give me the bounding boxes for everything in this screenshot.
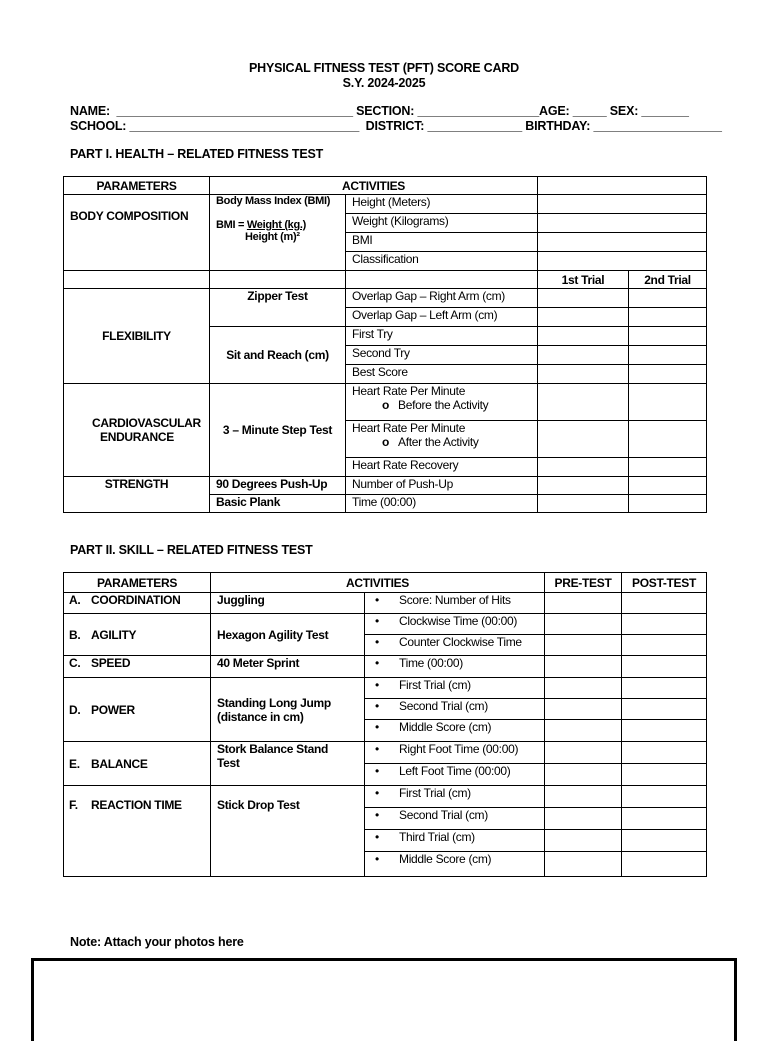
trial-header-blank2 [210,271,346,289]
entry-best-score-2[interactable] [629,365,707,384]
letter-c: C. [69,656,81,670]
entry-sprint-pre[interactable] [545,656,622,678]
item-power-first: • First Trial (cm) [365,678,545,699]
entry-power-second-post[interactable] [622,699,707,720]
entry-overlap-left-1[interactable] [538,308,629,327]
bmi-test-name: Body Mass Index (BMI) [216,195,331,207]
item-power-middle: • Middle Score (cm) [365,720,545,742]
page-title: PHYSICAL FITNESS TEST (PFT) SCORE CARD [249,61,519,75]
item-left-foot: • Left Foot Time (00:00) [365,764,545,786]
entry-plank-1[interactable] [538,495,629,513]
entry-hr-after-1[interactable] [538,421,629,458]
param-coordination [64,593,211,614]
entry-first-try-1[interactable] [538,327,629,346]
item-sprint-time: • Time (00:00) [365,656,545,678]
header-trial1: 1st Trial [538,271,629,289]
item-right-foot: • Right Foot Time (00:00) [365,742,545,764]
param-reaction-time [64,786,211,877]
hr-after-sub [352,435,537,449]
entry-height[interactable] [538,195,707,214]
param-agility [64,614,211,656]
part2-title: PART II. SKILL – RELATED FITNESS TEST [70,543,313,557]
entry-juggling-pre[interactable] [545,593,622,614]
item-overlap-right: Overlap Gap – Right Arm (cm) [346,289,538,308]
header-blank [538,177,707,195]
item-clockwise: • Clockwise Time (00:00) [365,614,545,635]
param-speed-label: SPEED [91,656,131,670]
p2-header-pretest: PRE-TEST [545,573,622,593]
item-reaction-second: • Second Trial (cm) [365,808,545,830]
p2-header-activities: ACTIVITIES [211,573,545,593]
entry-counter-clockwise-post[interactable] [622,635,707,656]
item-height: Height (Meters) [346,195,538,214]
entry-overlap-right-2[interactable] [629,289,707,308]
param-coordination-label: COORDINATION [91,593,181,607]
entry-pushup-2[interactable] [629,477,707,495]
entry-left-foot-post[interactable] [622,764,707,786]
param-balance-label: BALANCE [91,756,148,771]
letter-d: D. [69,702,81,717]
entry-juggling-post[interactable] [622,593,707,614]
item-hr-before [346,384,538,421]
item-hr-recovery: Heart Rate Recovery [346,458,538,477]
entry-first-try-2[interactable] [629,327,707,346]
entry-reaction-middle-post[interactable] [622,852,707,877]
photo-note: Note: Attach your photos here [70,935,244,949]
item-reaction-third: • Third Trial (cm) [365,830,545,852]
entry-power-first-pre[interactable] [545,678,622,699]
student-fields-line2: SCHOOL: __________________________________ DISTRICT: ______________ BIRTHDAY: ___________________ [70,119,722,133]
test-juggling: Juggling [211,593,365,614]
item-overlap-left: Overlap Gap – Left Arm (cm) [346,308,538,327]
item-juggling-hits: • Score: Number of Hits [365,593,545,614]
entry-weight[interactable] [538,214,707,233]
hr-before-text: Before the Activity [398,398,489,412]
entry-clockwise-pre[interactable] [545,614,622,635]
entry-clockwise-post[interactable] [622,614,707,635]
entry-power-first-post[interactable] [622,678,707,699]
hr-before-marker: o [382,398,390,412]
entry-second-try-1[interactable] [538,346,629,365]
entry-right-foot-post[interactable] [622,742,707,764]
student-fields-line1: NAME: ___________________________________ SECTION: __________________AGE: _____ SEX: _______ [70,104,689,118]
entry-hr-recovery-2[interactable] [629,458,707,477]
param-cardio-line1: CARDIOVASCULAR [92,416,201,430]
param-power [64,678,211,742]
item-best-score: Best Score [346,365,538,384]
hr-after-label: Heart Rate Per Minute [352,421,466,435]
entry-reaction-first-pre[interactable] [545,786,622,808]
test-zipper: Zipper Test [210,289,346,327]
letter-e: E. [69,756,80,771]
p2-header-parameters: PARAMETERS [64,573,211,593]
part1-title: PART I. HEALTH – RELATED FITNESS TEST [70,147,324,161]
bmi-formula-numerator: Weight (kg.) [246,219,307,231]
entry-bmi[interactable] [538,233,707,252]
hr-after-text: After the Activity [398,435,479,449]
test-hexagon: Hexagon Agility Test [211,614,365,656]
item-reaction-first: • First Trial (cm) [365,786,545,808]
bmi-formula [216,219,345,231]
param-flexibility: FLEXIBILITY [64,289,210,384]
entry-power-middle-post[interactable] [622,720,707,742]
part2-table [63,572,707,877]
item-classification: Classification [346,252,538,271]
entry-power-middle-pre[interactable] [545,720,622,742]
param-strength: STRENGTH [64,477,210,513]
test-sit-reach: Sit and Reach (cm) [210,327,346,384]
item-counter-clockwise: • Counter Clockwise Time [365,635,545,656]
item-reaction-middle: • Middle Score (cm) [365,852,545,877]
item-power-second: • Second Trial (cm) [365,699,545,720]
test-plank: Basic Plank [210,495,346,513]
entry-counter-clockwise-pre[interactable] [545,635,622,656]
entry-reaction-third-post[interactable] [622,830,707,852]
test-long-jump-line2: (distance in cm) [217,709,304,724]
param-body-composition: BODY COMPOSITION [64,195,210,271]
hr-before-sub [352,398,537,412]
test-sprint: 40 Meter Sprint [211,656,365,678]
entry-reaction-middle-pre[interactable] [545,852,622,877]
test-pushup: 90 Degrees Push-Up [210,477,346,495]
test-stork-line2: Test [217,756,240,770]
test-long-jump [211,678,365,742]
entry-sprint-post[interactable] [622,656,707,678]
hr-after-marker: o [382,435,390,449]
entry-plank-2[interactable] [629,495,707,513]
part1-table [63,176,707,513]
entry-right-foot-pre[interactable] [545,742,622,764]
item-plank: Time (00:00) [346,495,538,513]
entry-classification[interactable] [538,252,707,271]
item-second-try: Second Try [346,346,538,365]
header-activities: ACTIVITIES [210,177,538,195]
entry-reaction-second-post[interactable] [622,808,707,830]
test-stick-drop: Stick Drop Test [211,786,365,877]
entry-reaction-second-pre[interactable] [545,808,622,830]
entry-hr-after-2[interactable] [629,421,707,458]
item-hr-after [346,421,538,458]
letter-f: F. [69,798,78,812]
entry-reaction-first-post[interactable] [622,786,707,808]
item-weight: Weight (Kilograms) [346,214,538,233]
param-cardio [64,384,210,477]
entry-left-foot-pre[interactable] [545,764,622,786]
entry-hr-before-2[interactable] [629,384,707,421]
param-reaction-time-label: REACTION TIME [91,798,182,812]
letter-b: B. [69,627,81,642]
trial-header-blank1 [64,271,210,289]
header-parameters: PARAMETERS [64,177,210,195]
entry-pushup-1[interactable] [538,477,629,495]
bmi-cell [210,195,346,271]
bmi-formula-denominator: Height (m)² [245,231,300,243]
bmi-formula-prefix: BMI = [216,219,247,231]
entry-power-second-pre[interactable] [545,699,622,720]
item-bmi: BMI [346,233,538,252]
p2-header-posttest: POST-TEST [622,573,707,593]
item-pushup: Number of Push-Up [346,477,538,495]
school-year: S.Y. 2024-2025 [342,76,426,90]
param-cardio-line2: ENDURANCE [100,430,174,444]
hr-before-label: Heart Rate Per Minute [352,384,466,398]
entry-reaction-third-pre[interactable] [545,830,622,852]
entry-best-score-1[interactable] [538,365,629,384]
entry-second-try-2[interactable] [629,346,707,365]
test-step: 3 – Minute Step Test [210,384,346,477]
letter-a: A. [69,593,81,607]
header-trial2: 2nd Trial [629,271,707,289]
param-balance [64,742,211,786]
entry-overlap-left-2[interactable] [629,308,707,327]
trial-header-blank3 [346,271,538,289]
entry-hr-recovery-1[interactable] [538,458,629,477]
param-speed [64,656,211,678]
param-power-label: POWER [91,702,135,717]
item-first-try: First Try [346,327,538,346]
test-long-jump-line1: Standing Long Jump [217,695,331,710]
test-stork-line1: Stork Balance Stand [217,742,329,756]
param-agility-label: AGILITY [91,627,137,642]
entry-hr-before-1[interactable] [538,384,629,421]
test-stork [211,742,365,786]
entry-overlap-right-1[interactable] [538,289,629,308]
photo-attachment-box[interactable] [31,958,737,1041]
